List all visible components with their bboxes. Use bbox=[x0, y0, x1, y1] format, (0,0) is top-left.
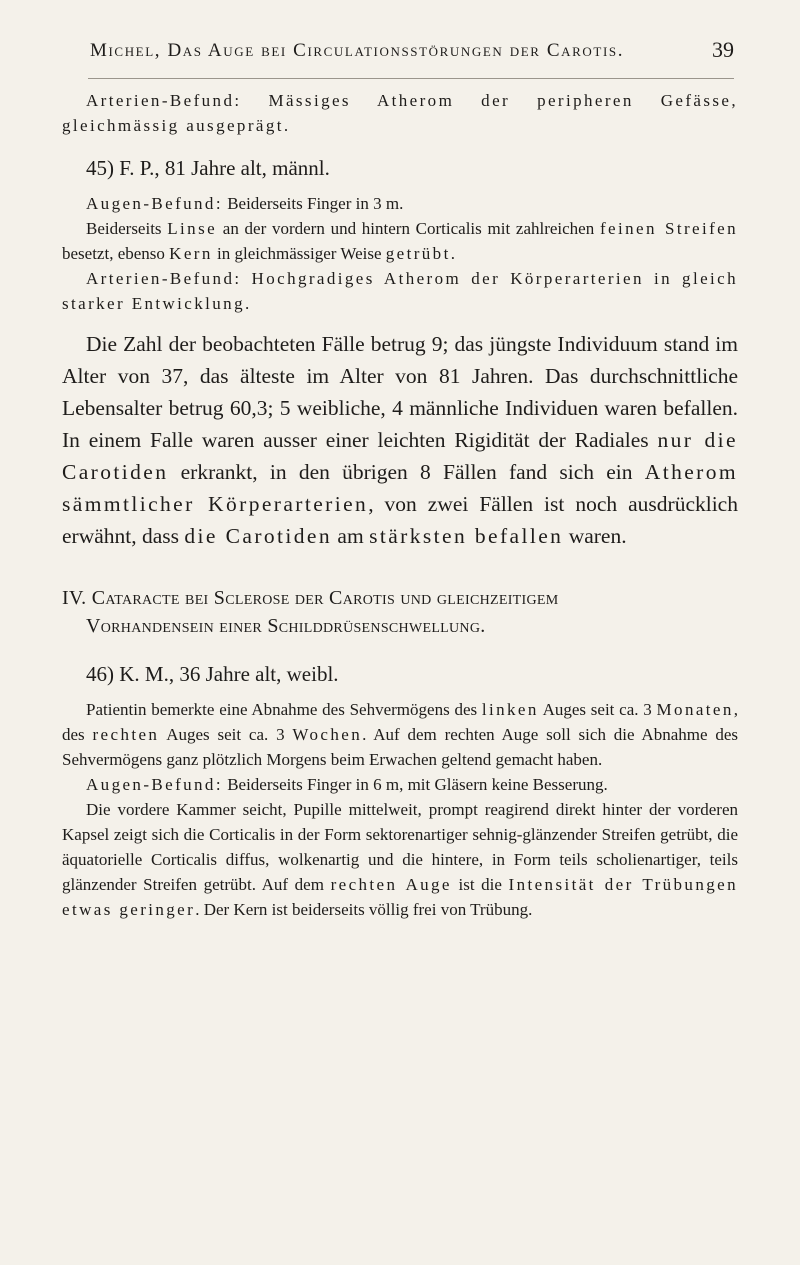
section-iv-heading bbox=[62, 584, 738, 640]
running-header bbox=[90, 37, 734, 62]
text: in gleichmässiger Weise bbox=[212, 244, 386, 263]
emph: stärksten befallen bbox=[369, 524, 564, 548]
case-45-lens-findings bbox=[62, 216, 738, 266]
header-rule bbox=[88, 78, 734, 79]
text: , von zwei Fällen ist noch ausdrücklich erwähnt, dass bbox=[62, 492, 738, 548]
text: . bbox=[450, 244, 455, 263]
text: Hochgradiges Atherom der Körperarterien in gleich starker Entwicklung. bbox=[62, 269, 738, 313]
text: besetzt, ebenso bbox=[62, 244, 170, 263]
text: Die Zahl der beobachteten Fälle betrug 9; das jüngste Individuum stand im Alter von 37, das älteste im Alter von 81 Jahren. Das durchschnittliche Lebensalter betrug 60,3; 5 weibliche, 4 männliche Individuen waren befallen. In einem Falle waren ausser einer leichten Rigidität der Radiales bbox=[62, 332, 738, 452]
case-45-heading: 45) F. P., 81 Jahre alt, männl. bbox=[86, 156, 330, 180]
emph: getrübt bbox=[385, 244, 451, 263]
page-number: 39 bbox=[712, 37, 734, 62]
text: Beiderseits Finger in 3 m. bbox=[222, 194, 404, 213]
page-body bbox=[62, 88, 738, 922]
case-46-lens-findings bbox=[62, 797, 738, 922]
intro-arteries-paragraph bbox=[62, 88, 738, 138]
emph: Atherom sämmtlicher Körperarterien bbox=[62, 460, 738, 516]
emph: Kern bbox=[169, 244, 213, 263]
running-title: Michel, Das Auge bei Circulationsstörungen der Carotis. bbox=[90, 40, 625, 61]
text: erkrankt, in den übrigen 8 Fällen fand sich ein bbox=[168, 460, 645, 484]
text: Beiderseits Finger in 6 m, mit Gläsern keine Besserung. bbox=[222, 775, 608, 794]
emph: rechten Auge bbox=[330, 875, 452, 894]
case-45-artery-findings bbox=[62, 266, 738, 316]
text: am bbox=[332, 524, 370, 548]
case-46-history bbox=[62, 697, 738, 772]
label: Augen-Befund: bbox=[86, 775, 223, 794]
heading-line-2: Vorhandensein einer Schilddrüsenschwellung. bbox=[86, 615, 486, 637]
label: Arterien-Befund: bbox=[86, 91, 242, 110]
text: Mässiges Atherom der peripheren Gefässe, gleichmässig ausgeprägt. bbox=[62, 91, 738, 135]
text: . Der Kern ist beiderseits völlig frei von Trübung. bbox=[195, 900, 533, 919]
emph: Wochen bbox=[292, 725, 363, 744]
summary-paragraph bbox=[62, 328, 738, 552]
label: Arterien-Befund: bbox=[86, 269, 242, 288]
case-45-eye-findings bbox=[62, 191, 738, 216]
text: Auges seit ca. 3 bbox=[159, 725, 293, 744]
label: Augen-Befund: bbox=[86, 194, 223, 213]
emph: Monaten bbox=[656, 700, 734, 719]
text: an der vordern und hintern Corticalis mit zahlreichen bbox=[217, 219, 600, 238]
emph: Linse bbox=[167, 219, 218, 238]
emph: linken bbox=[481, 700, 539, 719]
text: waren. bbox=[563, 524, 627, 548]
emph: Intensität der Trübungen etwas geringer bbox=[62, 875, 738, 919]
text: Patientin bemerkte eine Abnahme des Sehvermögens des bbox=[86, 700, 482, 719]
text: , des bbox=[62, 700, 739, 744]
text: . Auf dem rechten Auge soll sich die Abnahme des Sehvermögens ganz plötzlich Morgens beim Erwachen geltend gemacht haben. bbox=[62, 725, 739, 769]
emph: feinen Streifen bbox=[599, 219, 738, 238]
text: Beiderseits bbox=[86, 219, 168, 238]
case-46-heading: 46) K. M., 36 Jahre alt, weibl. bbox=[86, 662, 339, 686]
case-46-eye-findings bbox=[62, 772, 738, 797]
emph: nur die Carotiden bbox=[62, 428, 738, 484]
emph: die Carotiden bbox=[184, 524, 333, 548]
text: Auges seit ca. 3 bbox=[538, 700, 657, 719]
text: Die vordere Kammer seicht, Pupille mittelweit, prompt reagirend direkt hinter der vorderen Kapsel zeigt sich die Corticalis in der Form sektorenartiger sehnig-glänzender Streifen getrübt, die äquatorielle Corticalis diffus, wolkenartig und die hintere, in Form teils scholienartiger, teils glänzender Streifen getrübt. Auf dem bbox=[62, 800, 738, 894]
heading-line-1: IV. Cataracte bei Sclerose der Carotis und gleichzeitigem bbox=[62, 587, 559, 609]
text: ist die bbox=[451, 875, 509, 894]
emph: rechten bbox=[92, 725, 160, 744]
